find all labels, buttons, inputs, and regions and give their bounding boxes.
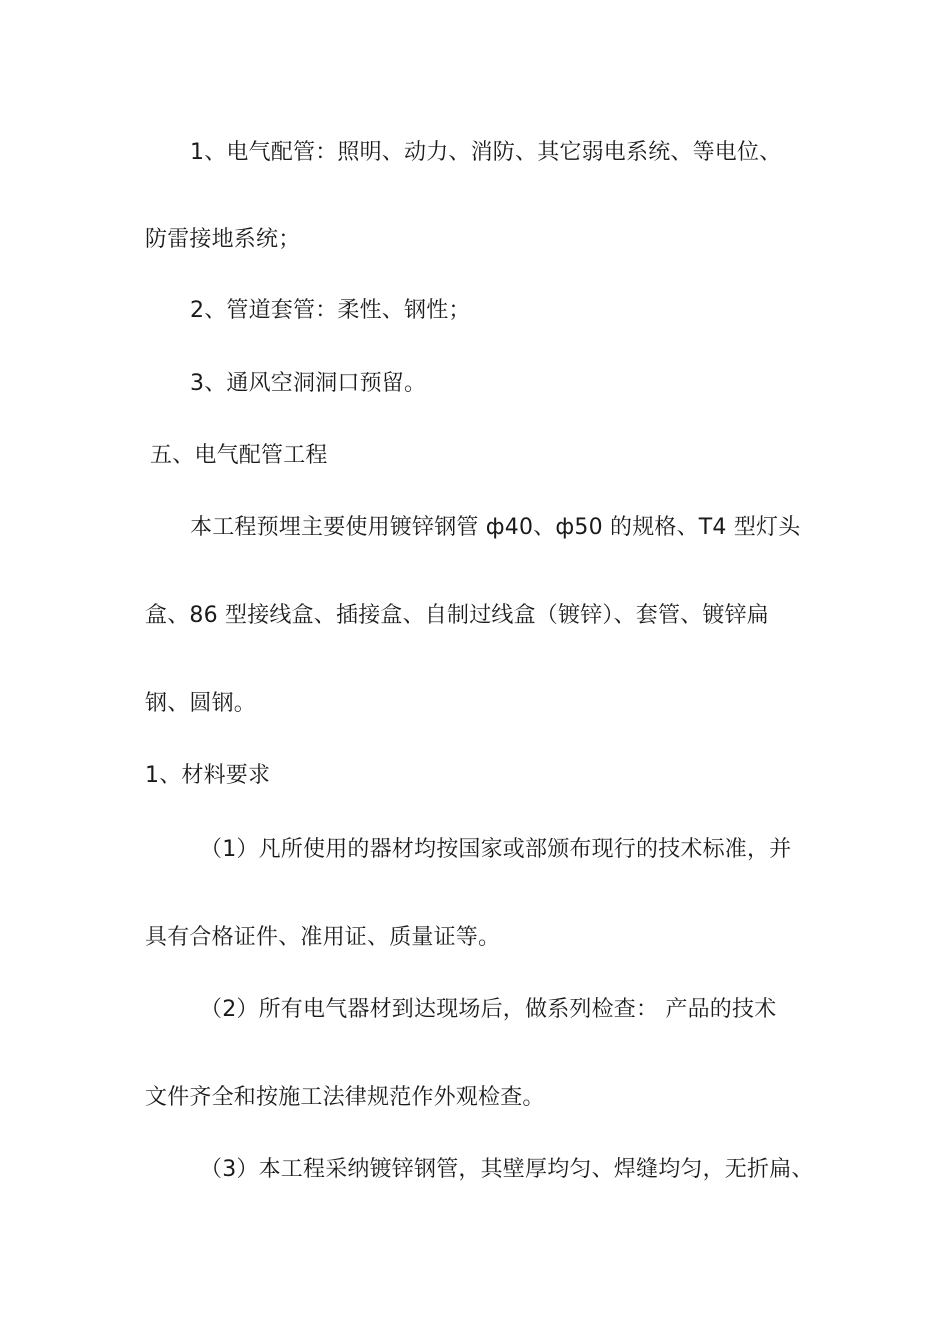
paragraph-item-3: 3、通风空洞洞口预留。 <box>190 371 427 396</box>
paragraph-intro-line-2: 盒、86 型接线盒、插接盒、自制过线盒（镀锌）、套管、镀锌扁 <box>145 603 769 628</box>
requirement-1-line-1: （1）凡所使用的器材均按国家或部颁布现行的技术标准，并 <box>200 837 792 862</box>
subsection-heading: 1、材料要求 <box>145 763 271 788</box>
paragraph-item-1-line-2: 防雷接地系统； <box>145 227 301 252</box>
requirement-2-line-2: 文件齐全和按施工法律规范作外观检查。 <box>145 1085 545 1110</box>
requirement-3-line-1: （3）本工程采纳镀锌钢管，其壁厚均匀、焊缝均匀，无折扁、 <box>200 1157 814 1182</box>
paragraph-intro-line-3: 钢、圆钢。 <box>145 691 257 716</box>
paragraph-intro-line-1: 本工程预埋主要使用镀锌钢管 ф40、ф50 的规格、T4 型灯头 <box>190 515 801 540</box>
paragraph-item-2: 2、管道套管：柔性、钢性； <box>190 298 471 323</box>
requirement-1-line-2: 具有合格证件、准用证、质量证等。 <box>145 925 501 950</box>
section-heading: 五、电气配管工程 <box>150 443 328 468</box>
requirement-2-line-1: （2）所有电气器材到达现场后，做系列检查： 产品的技术 <box>200 997 777 1022</box>
paragraph-item-1-line-1: 1、电气配管：照明、动力、消防、其它弱电系统、等电位、 <box>190 140 782 165</box>
